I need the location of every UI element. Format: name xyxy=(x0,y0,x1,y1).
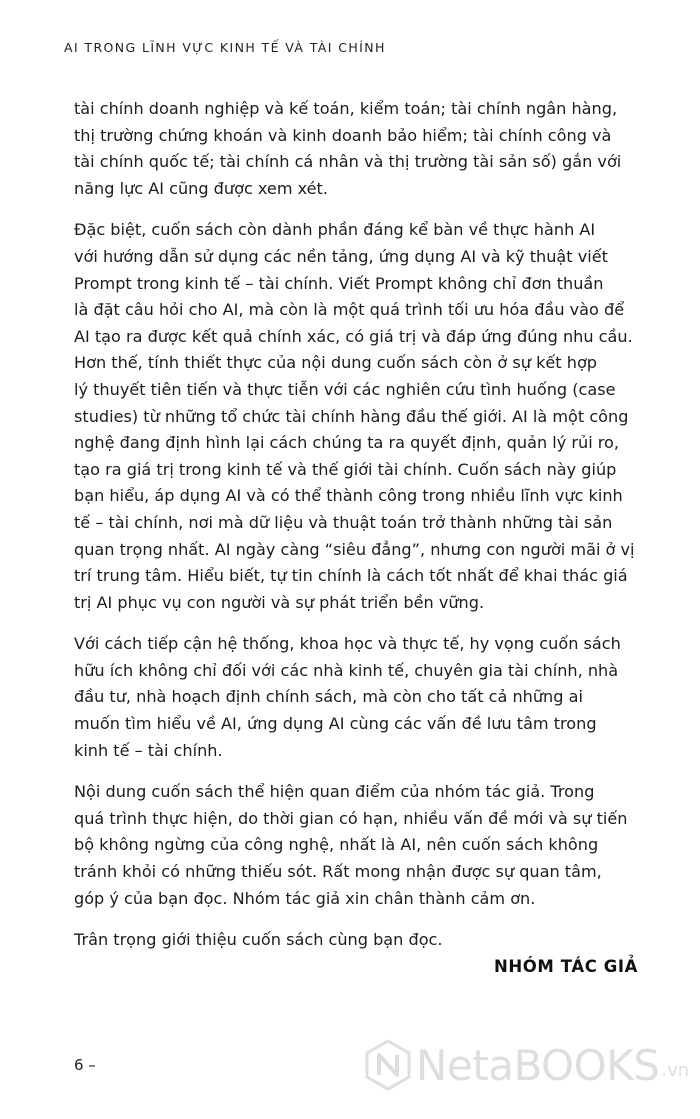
text-line: hữu ích không chỉ đối với các nhà kinh tế, chuyên gia tài chính, nhà xyxy=(74,660,619,680)
text-line: kinh tế – tài chính. xyxy=(74,740,223,760)
text-line: Đặc biệt, cuốn sách còn dành phần đáng kể bàn về thực hành AI xyxy=(74,220,596,240)
text-line: đầu tư, nhà hoạch định chính sách, mà còn cho tất cả những ai xyxy=(74,687,583,707)
text-line: bộ không ngừng của công nghệ, nhất là AI, nên cuốn sách không xyxy=(74,835,599,855)
paragraph-5 xyxy=(74,927,644,954)
text-line: Prompt trong kinh tế – tài chính. Viết Prompt không chỉ đơn thuần xyxy=(74,273,604,293)
page-number: 6 – xyxy=(74,1056,96,1074)
text-line: là đặt câu hỏi cho AI, mà còn là một quá trình tối ưu hóa đầu vào để xyxy=(74,300,625,320)
text-line: tài chính doanh nghiệp và kế toán, kiểm toán; tài chính ngân hàng, xyxy=(74,99,618,118)
paragraph-3 xyxy=(74,631,644,764)
text-line: lý thuyết tiên tiến và thực tiễn với các nghiên cứu tình huống (case xyxy=(74,379,616,399)
text-line: quá trình thực hiện, do thời gian có hạn, nhiều vấn đề mới và sự tiến xyxy=(74,808,628,828)
paragraph-4 xyxy=(74,779,644,912)
text-line: trí trung tâm. Hiểu biết, tự tin chính là cách tốt nhất để khai thác giá xyxy=(74,566,628,586)
watermark-suffix: .vn xyxy=(661,1060,690,1081)
text-line: tế – tài chính, nơi mà dữ liệu và thuật toán trở thành những tài sản xyxy=(74,512,613,532)
text-line: với hướng dẫn sử dụng các nền tảng, ứng dụng AI và kỹ thuật viết xyxy=(74,246,608,266)
text-line: tạo ra giá trị trong kinh tế và thế giới tài chính. Cuốn sách này giúp xyxy=(74,459,617,479)
text-line: trị AI phục vụ con người và sự phát triển bền vững. xyxy=(74,592,485,612)
text-line: thị trường chứng khoán và kinh doanh bảo hiểm; tài chính công và xyxy=(74,125,612,145)
text-line: góp ý của bạn đọc. Nhóm tác giả xin chân thành cảm ơn. xyxy=(74,888,536,908)
netabooks-watermark xyxy=(364,1035,694,1095)
text-line: bạn hiểu, áp dụng AI và có thể thành công trong nhiều lĩnh vực kinh xyxy=(74,486,623,506)
author-signature: NHÓM TÁC GIẢ xyxy=(493,957,638,976)
text-line: nghệ đang định hình lại cách chúng ta ra quyết định, quản lý rủi ro, xyxy=(74,433,620,453)
text-line: Hơn thế, tính thiết thực của nội dung cuốn sách còn ở sự kết hợp xyxy=(74,353,597,373)
text-line: AI tạo ra được kết quả chính xác, có giá trị và đáp ứng đúng nhu cầu. xyxy=(74,326,633,346)
text-line: Trân trọng giới thiệu cuốn sách cùng bạn đọc. xyxy=(74,930,443,950)
text-line: Với cách tiếp cận hệ thống, khoa học và thực tế, hy vọng cuốn sách xyxy=(74,634,621,654)
running-header: AI TRONG LĨNH VỰC KINH TẾ VÀ TÀI CHÍNH xyxy=(64,40,386,55)
text-line: muốn tìm hiểu về AI, ứng dụng AI cùng các vấn đề lưu tâm trong xyxy=(74,714,597,734)
text-line: năng lực AI cũng được xem xét. xyxy=(74,178,328,198)
text-line: tài chính quốc tế; tài chính cá nhân và thị trường tài sản số) gắn với xyxy=(74,152,622,172)
text-line: studies) từ những tổ chức tài chính hàng đầu thế giới. AI là một công xyxy=(74,406,629,426)
n-logo-icon xyxy=(364,1039,412,1091)
paragraph-2 xyxy=(74,217,644,616)
paragraph-1 xyxy=(74,96,644,202)
watermark-brand: NetaBOOKS xyxy=(416,1040,660,1090)
text-line: tránh khỏi có những thiếu sót. Rất mong nhận được sự quan tâm, xyxy=(74,862,602,882)
text-line: quan trọng nhất. AI ngày càng “siêu đẳng”, nhưng con người mãi ở vị xyxy=(74,539,635,559)
body-text xyxy=(74,96,644,969)
text-line: Nội dung cuốn sách thể hiện quan điểm của nhóm tác giả. Trong xyxy=(74,782,595,802)
